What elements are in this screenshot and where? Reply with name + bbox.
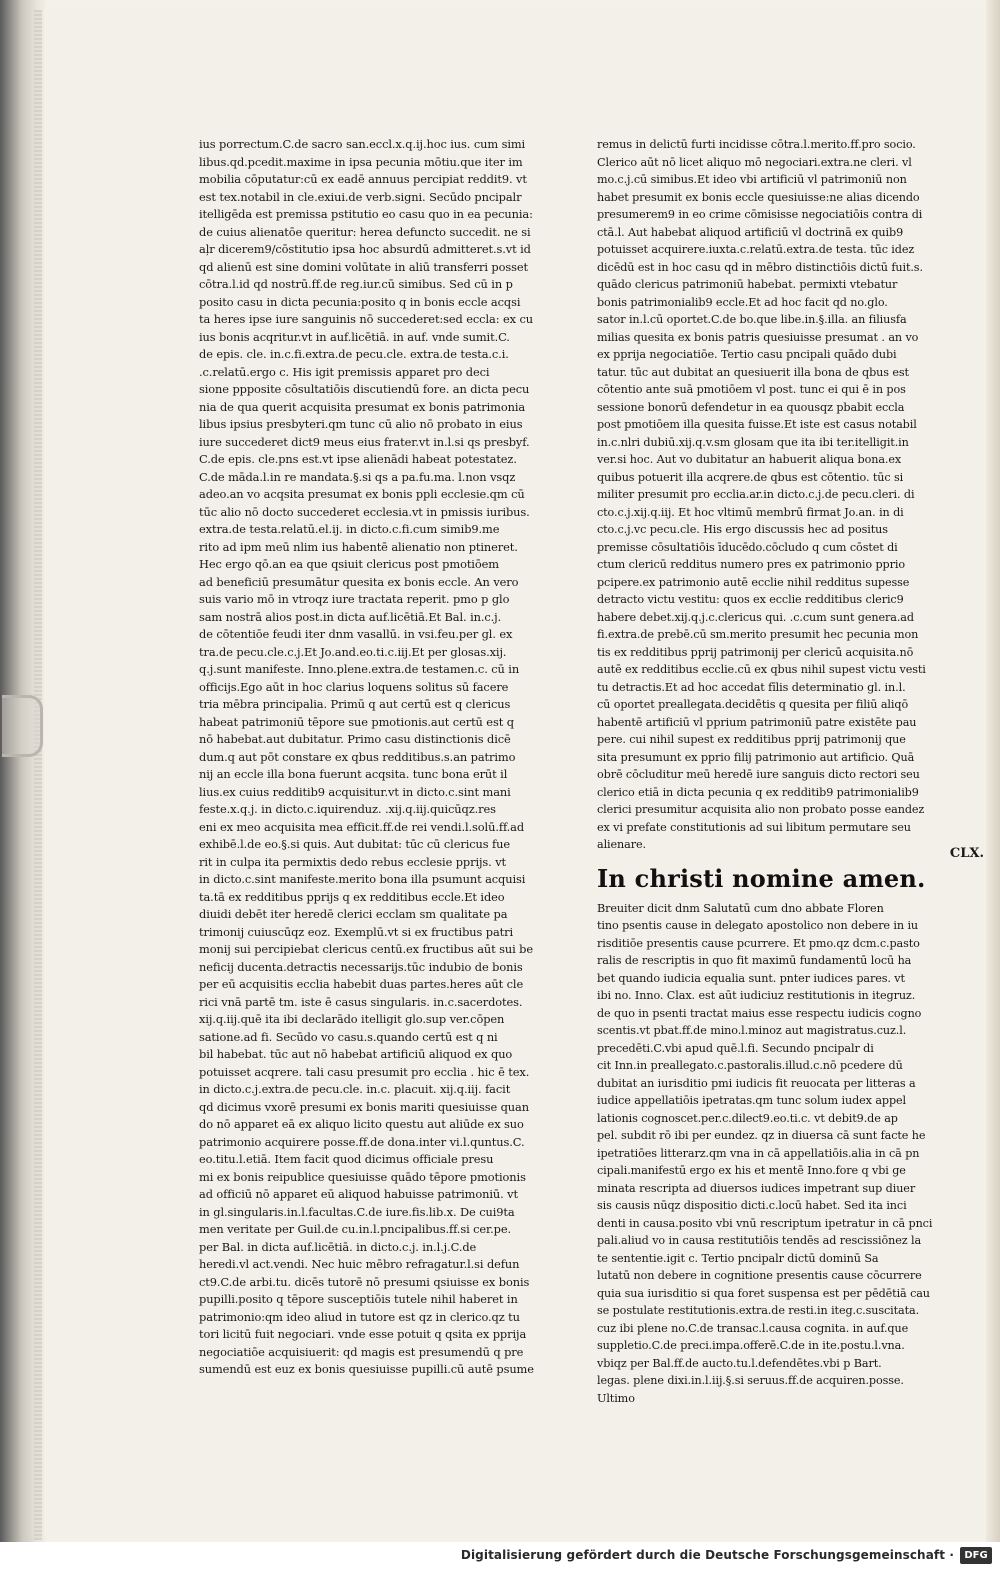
text-line: denti in causa.posito vbi vnū rescriptum ipetratur in cā pnci — [597, 1216, 933, 1230]
text-line: patrimonio acquirere posse.ff.de dona.inter vi.l.quntus.C. — [199, 1134, 525, 1149]
text-line: sam nostrā alios post.in dicta auf.licētiā.Et Bal. in.c.j. — [199, 609, 502, 624]
text-line: nij an eccle illa bona fuerunt acqsita. tunc bona erūt il — [199, 767, 508, 781]
text-line: pupilli.posito q tēpore susceptiōis tutele nihil haberet in — [199, 1292, 518, 1306]
text-line: heredi.vl act.vendi. Nec huic mēbro refragatur.l.si defun — [199, 1257, 520, 1271]
text-line: scentis.vt pbat.ff.de mino.l.minoz aut magistratus.cuz.l. — [597, 1024, 907, 1037]
text-line: negociatiōe acquisiuerit: qd magis est presumendū q pre — [199, 1344, 524, 1359]
text-line: ad officiū nō apparet eū aliquod habuisse patrimoniū. vt — [199, 1187, 518, 1201]
text-line: obrē cōcluditur meū heredē iure sanguis dicto rectori seu — [597, 768, 920, 781]
text-line: ius bonis acqritur.vt in auf.licētiā. in auf. vnde sumit.C. — [199, 329, 510, 344]
text-line: presumerem9 in eo crime cōmisisse negociatiōis contra di — [597, 208, 923, 221]
text-line: mo.c.j.cū simibus.Et ideo vbi artificiū vl patrimoniū non — [597, 173, 907, 186]
text-line: de cōtentiōe feudi iter dnm vasallū. in vsi.feu.per gl. ex — [199, 627, 513, 641]
text-line: ctā.l. Aut habebat aliquod artificiū vl doctrinā ex quib9 — [597, 225, 904, 239]
text-line: officijs.Ego aūt in hoc clarius loquens solitus sū facere — [199, 679, 509, 694]
text-line: quia sua iurisditio si qua foret suspensa est per pēdētiā cau — [597, 1286, 930, 1300]
text-line: Breuiter dicit dnm Salutatū cum dno abbate Floren — [597, 901, 884, 915]
text-line: ius porrectum.C.de sacro san.eccl.x.q.ij.hoc ius. cum simi — [199, 137, 526, 151]
text-line: C.de māda.l.in re mandata.§.si qs a pa.fu.ma. l.non vsqz — [199, 469, 516, 484]
text-line: potuisset acquirere.iuxta.c.relatū.extra.de testa. tūc idez — [597, 243, 915, 256]
text-line: nia de qua querit acquisita presumat ex bonis patrimonia — [199, 399, 526, 414]
text-line: cto.c.j.vc pecu.cle. His ergo discussis hec ad positus — [597, 523, 888, 536]
text-line: libus ipsius presbyteri.qm tunc cū alio nō probato in eius — [199, 417, 523, 431]
text-line: pcipere.ex patrimonio autē ecclie nihil redditus supesse — [597, 575, 910, 589]
text-line: itelligēda est premissa pstitutio eo casu quo in ea pecunia: — [199, 207, 533, 221]
text-line: nō habebat.aut dubitatur. Primo casu distinctionis dicē — [199, 732, 511, 746]
text-line: sione ppposite cōsultatiōis discutiendū fore. an dicta pecu — [199, 382, 530, 396]
text-line: suppletio.C.de preci.impa.offerē.C.de in ite.postu.l.vna. — [597, 1339, 905, 1352]
text-line: cōtentio ante suā pmotiōem vl post. tunc ei qui ē in pos — [597, 383, 906, 396]
text-line: ex vi prefate constitutionis ad sui libitum permutare seu — [597, 820, 911, 834]
text-line: potuisset acqrere. tali casu presumit pro ecclia . hic ē tex. — [199, 1064, 530, 1079]
text-line: tu detractis.Et ad hoc accedat fīlis determinatio gl. in.l. — [597, 680, 906, 694]
text-line: te sententie.igit c. Tertio pncipalr dictū dominū Sa — [597, 1251, 879, 1265]
text-line: sator in.l.cū oportet.C.de bo.que libe.in.§.illa. an filiusfa — [597, 313, 907, 326]
text-line: milias quesita ex bonis patris quesiuisse presumat . an vo — [597, 330, 919, 344]
text-line: sumendū est euz ex bonis quesiuisse pupilli.cū autē psume — [199, 1362, 534, 1376]
text-line: rit in culpa ita permixtis dedo rebus ecclesie pprijs. vt — [199, 854, 507, 869]
left-text-column — [199, 136, 587, 1379]
text-line: quibus potuerit illa acqrere.de qbus est cōtentio. tūc si — [597, 470, 904, 484]
text-line: clerici presumitur acquisita alio non probato posse eandez — [597, 803, 925, 816]
text-line: qd alienū est sine domini volūtate in aliū transferri posset — [199, 259, 528, 274]
section-heading: In christi nomine amen. — [597, 863, 926, 893]
text-line: post pmotiōem illa quesita fuisse.Et iste est casus notabil — [597, 418, 917, 431]
text-line: do nō apparet eā ex aliquo licito questu aut aliūde ex suo — [199, 1117, 524, 1131]
text-line: ta heres ipse iure sanguinis nō succederet:sed eccla: ex cu — [199, 312, 533, 326]
text-line: sis causis nūqz dispositio dicti.c.locū habet. Sed ita inci — [597, 1199, 907, 1212]
text-line: habentē artificiū vl pprium patrimoniū patre existēte pau — [597, 715, 917, 729]
text-line: patrimonio:qm ideo aliud in tutore est qz in clerico.qz tu — [199, 1309, 520, 1324]
text-line: dicēdū est in hoc casu qd in mēbro distinctiōis dictū fuit.s. — [597, 260, 923, 274]
text-line: bil habebat. tūc aut nō habebat artificiū aliquod ex quo — [199, 1047, 513, 1061]
text-line: ipetratiōes litterarz.qm vna in cā appellatiōis.alia in cā pn — [597, 1146, 920, 1160]
right-column-text-after-heading — [597, 900, 984, 1408]
text-line: neficij ducenta.detractis necessarijs.tūc indubio de bonis — [199, 959, 523, 974]
text-line: cit Inn.in preallegato.c.pastoralis.illud.c.nō pcedere dū — [597, 1059, 903, 1072]
text-line: tino psentis cause in delegato apostolico non debere in iu — [597, 919, 919, 932]
text-line: dum.q aut pōt constare ex qbus redditibus.s.an patrimo — [199, 749, 516, 764]
text-line: exhibē.l.de eo.§.si quis. Aut dubitat: tūc cū clericus fue — [199, 837, 511, 851]
text-line: cōtra.l.id qd nostrū.ff.de reg.iur.cū simibus. Sed cū in p — [199, 277, 513, 291]
text-line: ralis de rescriptis in quo fit maximū fundamentū locū ha — [597, 954, 912, 967]
text-line: cuz ibi plene no.C.de transac.l.causa cognita. in auf.que — [597, 1321, 909, 1335]
text-line: q.j.sunt manifeste. Inno.plene.extra.de testamen.c. cū in — [199, 662, 520, 676]
text-line: trimonij cuiuscūqz eoz. Exemplū.vt si ex fructibus patri — [199, 924, 514, 939]
text-line: fi.extra.de prebē.cū sm.merito presumit hec pecunia mon — [597, 628, 919, 641]
text-line: dubitat an iurisditio pmi iudicis fit reuocata per litteras a — [597, 1076, 916, 1090]
text-line: satione.ad fi. Secūdo vo casu.s.quando certū est q ni — [199, 1029, 498, 1044]
footer-bar — [0, 1542, 1000, 1569]
text-line: premisse cōsultatiōis īducēdo.cōcludo q cum cōstet di — [597, 540, 898, 554]
text-line: lationis cognoscet.per.c.dilect9.eo.ti.c. vt debit9.de ap — [597, 1111, 898, 1125]
text-line: in.c.nlri dubiū.xij.q.v.sm glosam que ita ibi ter.itelligit.in — [597, 435, 909, 449]
folio-number: CLX. — [949, 845, 984, 861]
text-line: bonis patrimonialib9 eccle.Et ad hoc facit qd no.glo. — [597, 295, 888, 309]
text-line: .c.relatū.ergo c. His igit premissis apparet pro deci — [199, 364, 490, 379]
text-line: sessione bonorū defendetur in ea quousqz pbabit eccla — [597, 400, 905, 414]
text-line: Hec ergo qō.an ea que qsiuit clericus post pmotiōem — [199, 557, 499, 571]
right-text-column — [597, 136, 984, 1407]
text-line: legas. plene dixi.in.l.iij.§.si seruus.ff.de acquiren.posse. — [597, 1374, 904, 1387]
text-line: ad beneficiū presumātur quesita ex bonis eccle. An vero — [199, 574, 519, 589]
text-line: eni ex meo acquisita mea efficit.ff.de rei vendi.l.solū.ff.ad — [199, 819, 525, 834]
text-line: Clerico aūt nō licet aliquo mō negociari.extra.ne cleri. vl — [597, 155, 912, 169]
text-line: adeo.an vo acqsita presumat ex bonis ppli ecclesie.qm cū — [199, 487, 525, 501]
text-line: tori licitū fuit negociari. vnde esse potuit q qsita ex pprija — [199, 1327, 527, 1341]
text-line: ibi no. Inno. Clax. est aūt iudiciuz restitutionis in itegruz. — [597, 989, 916, 1002]
text-line: aļr dicerem9/cōstitutio ipsa hoc absurdū admitteret.s.vt id — [199, 242, 531, 256]
text-line: precedēti.C.vbi apud quē.l.fi. Secundo pncipalr di — [597, 1041, 874, 1055]
text-line: alienare. — [597, 838, 646, 851]
text-line: sita presumunt ex pprio filij patrimonio aut artificio. Quā — [597, 750, 915, 764]
text-line: clerico etiā in dicta pecunia q ex redditib9 patrimonialib9 — [597, 785, 919, 799]
dfg-logo: DFG — [960, 1547, 992, 1564]
text-line: habet presumit ex bonis eccle quesiuisse:ne alias dicendo — [597, 190, 920, 204]
text-line: pere. cui nihil supest ex redditibus pprij patrimonij que — [597, 733, 906, 746]
text-line: remus in delictū furti incidisse cōtra.l.merito.ff.pro socio. — [597, 138, 916, 151]
text-line: habere debet.xij.q.j.c.clericus qui. .c.cum sunt genera.ad — [597, 610, 914, 624]
heading-row — [597, 845, 984, 900]
text-line: extra.de testa.relatū.el.ij. in dicto.c.fi.cum simib9.me — [199, 522, 500, 536]
text-line: suis vario mō in vtroqz iure tractata reperit. pmo p glo — [199, 592, 510, 606]
text-line: vbiqz per Bal.ff.de aucto.tu.l.defendētes.vbi p Bart. — [597, 1356, 882, 1370]
text-line: pel. subdit rō ibi per eundez. qz in diuersa cā sunt facte he — [597, 1129, 926, 1142]
text-line: tra.de pecu.cle.c.j.Et Jo.and.eo.ti.c.iij.Et per glosas.xij. — [199, 644, 507, 659]
text-line: libus.qd.pcedit.maxime in ipsa pecunia mōtiu.que iter im — [199, 154, 523, 169]
text-line: men veritate per Guil.de cu.in.l.pncipalibus.ff.si cer.pe. — [199, 1222, 512, 1236]
text-line: rito ad ipm meū nlim ius habentē alienatio non ptineret. — [199, 539, 518, 554]
text-line: iure succederet dict9 meus eius frater.vt in.l.si qs presbyf. — [199, 434, 530, 449]
page-clip — [2, 695, 43, 757]
text-line: tūc alio nō docto succederet ecclesia.vt in pmissis iuribus. — [199, 504, 530, 519]
text-line: de cuius alienatōe queritur: herea defuncto succedit. ne si — [199, 224, 531, 239]
text-line: est tex.notabil in cle.exiui.de verb.signi. Secūdo pncipalr — [199, 189, 522, 204]
text-line: de epis. cle. in.c.fi.extra.de pecu.cle. extra.de testa.c.i. — [199, 347, 509, 361]
text-line: in dicto.c.j.extra.de pecu.cle. in.c. placuit. xij.q.iij. facit — [199, 1082, 511, 1096]
text-line: mobilia cōputatur:cū ex eadē annuus percipiat reddit9. vt — [199, 172, 527, 186]
page-stack-edge — [34, 10, 42, 1540]
text-line: rici vnā partē tm. iste ē casus singularis. in.c.sacerdotes. — [199, 994, 523, 1009]
text-line: ct9.C.de arbi.tu. dicēs tutorē nō presumi qsiuisse ex bonis — [199, 1274, 530, 1289]
text-line: militer presumit pro ecclia.ar.in dicto.c.j.de pecu.cleri. di — [597, 488, 915, 501]
text-line: posito casu in dicta pecunia:posito q in bonis eccle acqsi — [199, 294, 521, 309]
text-line: in gl.singularis.in.l.facultas.C.de iure.fis.lib.x. De cui9ta — [199, 1204, 515, 1219]
page-edge-right — [986, 0, 1000, 1542]
text-line: tatur. tūc aut dubitat an quesiuerit illa bona de qbus est — [597, 365, 909, 379]
book-page — [44, 8, 984, 1536]
text-line: Ultimo — [597, 1391, 635, 1405]
text-line: de quo in psenti tractat maius esse respectu iudicis cogno — [597, 1006, 922, 1020]
text-line: per Bal. in dicta auf.licētiā. in dicto.c.j. in.l.j.C.de — [199, 1239, 477, 1254]
text-line: C.de epis. cle.pns est.vt ipse alienādi habeat potestatez. — [199, 452, 517, 466]
text-line: in dicto.c.sint manifeste.merito bona illa psumunt acquisi — [199, 872, 526, 886]
text-line: diuidi debēt iter heredē clerici ecclam sm qualitate pa — [199, 907, 508, 921]
text-line: feste.x.q.j. in dicto.c.iquirenduz. .xij.q.iij.quicūqz.res — [199, 802, 496, 816]
text-line: qd dicimus vxorē presumi ex bonis mariti quesiuisse quan — [199, 1099, 529, 1114]
text-line: lutatū non debere in cognitione presentis cause cōcurrere — [597, 1269, 922, 1282]
text-line: se postulate restitutionis.extra.de resti.in iteg.c.suscitata. — [597, 1304, 920, 1317]
text-line: cū oportet preallegata.decidētis q quesita per filiū aliqō — [597, 698, 909, 711]
text-line: lius.ex cuius redditib9 acquisitur.vt in dicto.c.sint mani — [199, 784, 511, 799]
text-line: per eū acquisitis ecclia habebit duas partes.heres aūt cle — [199, 977, 524, 991]
text-line: risditiōe presentis cause pcurrere. Et pmo.qz dcm.c.pasto — [597, 936, 920, 950]
text-line: habeat patrimoniū tēpore sue pmotionis.aut certū est q — [199, 714, 514, 729]
text-line: iudice appellatiōis ipetratas.qm tunc solum iudex appel — [597, 1094, 907, 1107]
text-line: mi ex bonis reipublice quesiuisse quādo tēpore pmotionis — [199, 1169, 526, 1184]
text-line: ctum clericū redditus numero pres ex patrimonio pprio — [597, 558, 905, 571]
text-line: cipali.manifestū ergo ex his et mentē Inno.fore q vbi ge — [597, 1164, 906, 1177]
text-line: ex pprija negociatiōe. Tertio casu pncipali quādo dubi — [597, 348, 897, 361]
text-line: ta.tā ex redditibus pprijs q ex redditibus eccle.Et ideo — [199, 889, 505, 904]
text-line: cto.c.j.xij.q.iij. Et hoc vltimū membrū firmat Jo.an. in di — [597, 505, 904, 519]
text-line: pali.aliud vo in causa restitutiōis tendēs ad rescissiōnez la — [597, 1234, 922, 1247]
text-line: tria mēbra principalia. Primū q aut certū est q clericus — [199, 697, 511, 711]
text-line: autē ex redditibus ecclie.cū ex qbus nihil supest victu vesti — [597, 663, 926, 676]
footer-credit: Digitalisierung gefördert durch die Deutsche Forschungsgemeinschaft · — [460, 1548, 954, 1562]
text-line: bet quando iudicia equalia sunt. pnter iudices pares. vt — [597, 971, 905, 985]
text-line: monij sui percipiebat clericus centū.ex fructibus aūt sui be — [199, 942, 533, 956]
right-column-text-before-heading — [597, 136, 984, 854]
text-line: minata rescripta ad diuersos iudices impetrant sup diuer — [597, 1181, 916, 1195]
text-line: ver.si hoc. Aut vo dubitatur an habuerit aliqua bona.ex — [597, 453, 902, 466]
text-line: quādo clericus patrimoniū habebat. permixti vtebatur — [597, 278, 898, 291]
text-line: detracto victu vestitu: quos ex ecclie redditibus cleric9 — [597, 593, 904, 606]
text-line: xij.q.iij.quē ita ibi declarādo itelligit glo.sup ver.cōpen — [199, 1012, 505, 1026]
text-line: eo.titu.l.etiā. Item facit quod dicimus officiale presu — [199, 1152, 494, 1166]
text-line: tis ex redditibus pprij patrimonij per clericū acquisita.nō — [597, 645, 914, 659]
